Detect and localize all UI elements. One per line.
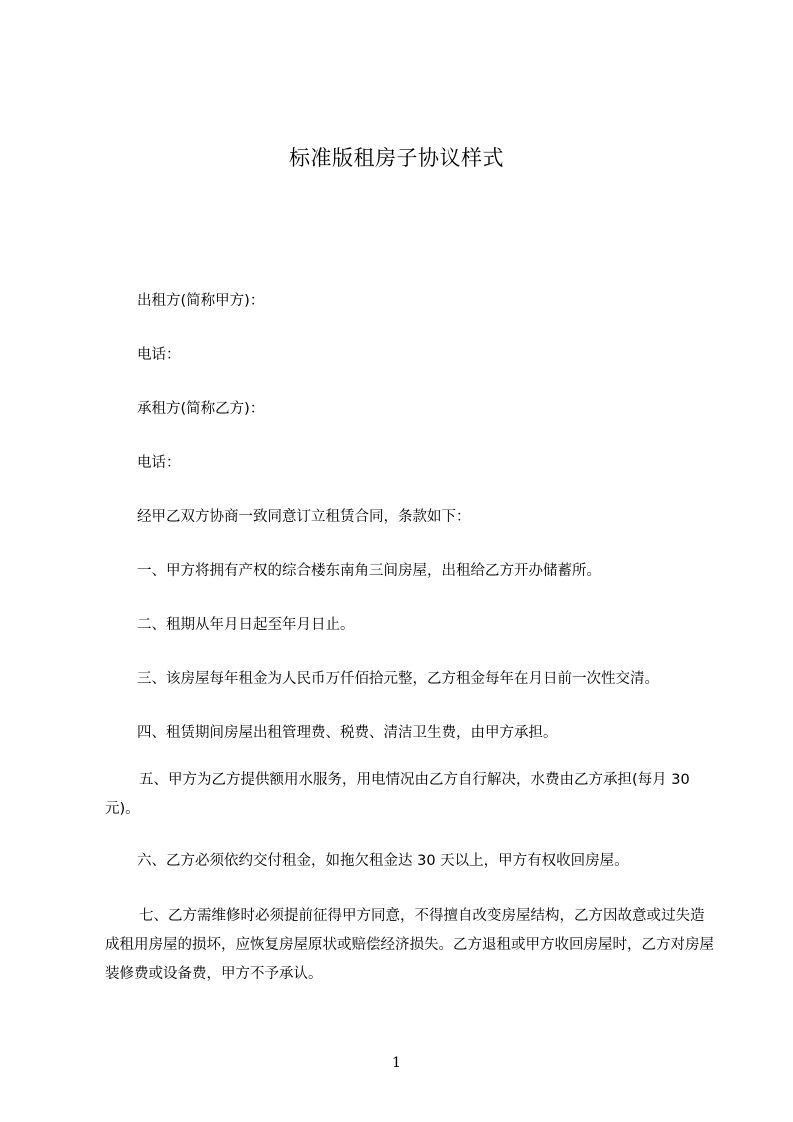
contract-intro: 经甲乙双方协商一致同意订立租赁合同，条款如下：: [137, 509, 471, 525]
clause-2: 二、租期从年月日起至年月日止。: [137, 617, 355, 633]
lessee-field: 承租方(简称乙方)：: [137, 401, 265, 417]
clause-5: 五、甲方为乙方提供额用水服务，用电情况由乙方自行解决，水费由乙方承担(每月 30 元)。: [105, 772, 690, 817]
document-title: 标准版租房子协议样式: [289, 146, 504, 170]
clause-1: 一、甲方将拥有产权的综合楼东南角三间房屋，出租给乙方开办储蓄所。: [137, 563, 601, 579]
lessor-field: 出租方(简称甲方)：: [137, 293, 265, 309]
clause-7: 七、乙方需维修时必须提前征得甲方同意，不得擅自改变房屋结构，乙方因故意或过失造成租用房屋的损坏，应恢复房屋原状或赔偿经济损失。乙方退租或甲方收回房屋时，乙方对房屋装修费或设备费，甲方不予承认。: [105, 908, 714, 982]
clause-3: 三、该房屋每年租金为人民币万仟佰拾元整，乙方租金每年在月日前一次性交清。: [137, 671, 659, 687]
clause-4: 四、租赁期间房屋出租管理费、税费、清洁卫生费，由甲方承担。: [137, 725, 558, 741]
lessee-phone-field: 电话：: [137, 455, 181, 471]
clause-6: 六、乙方必须依约交付租金，如拖欠租金达 30 天以上，甲方有权收回房屋。: [137, 853, 629, 869]
page-number: 1: [392, 1055, 401, 1071]
lessor-phone-field: 电话：: [137, 347, 181, 363]
